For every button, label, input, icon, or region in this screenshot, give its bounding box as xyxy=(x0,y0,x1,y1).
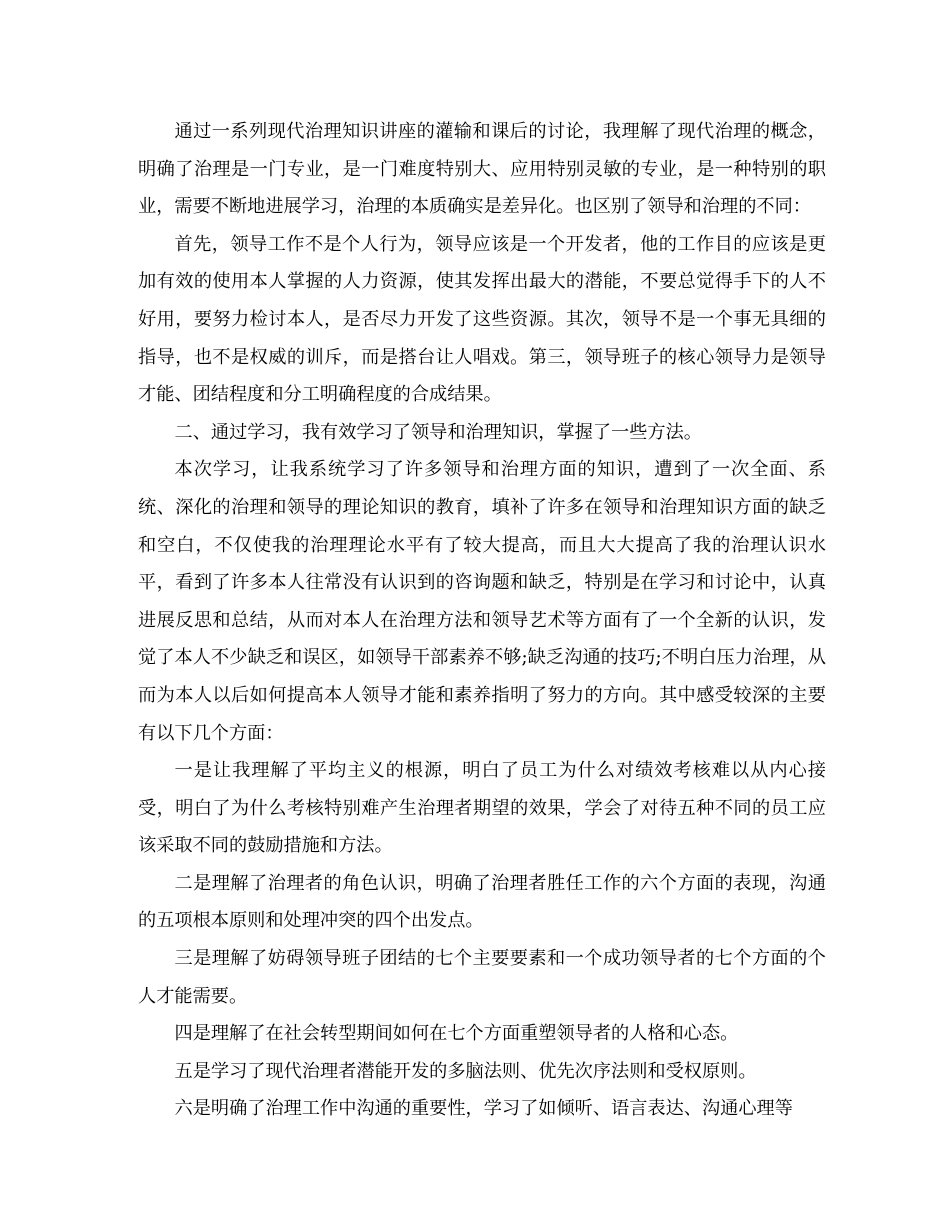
paragraph-item-one: 一是让我理解了平均主义的根源，明白了员工为什么对绩效考核难以从内心接受，明白了为什么考核特别难产生治理者期望的效果，学会了对待五种不同的员工应该采取不同的鼓励措施和方法。 xyxy=(138,760,826,857)
paragraph-item-four: 四是理解了在社会转型期间如何在七个方面重塑领导者的人格和心态。 xyxy=(174,1023,739,1045)
paragraph-item-three: 三是理解了妨碍领导班子团结的七个主要要素和一个成功领导者的七个方面的个人才能需要。 xyxy=(138,948,826,1007)
paragraph-section-two-heading: 二、通过学习，我有效学习了领导和治理知识，掌握了一些方法。 xyxy=(174,421,702,443)
paragraph-item-five: 五是学习了现代治理者潜能开发的多脑法则、优先次序法则和受权原则。 xyxy=(174,1060,757,1082)
paragraph-item-six: 六是明确了治理工作中沟通的重要性，学习了如倾听、语言表达、沟通心理等 xyxy=(174,1098,793,1120)
paragraph-study-summary: 本次学习，让我系统学习了许多领导和治理方面的知识，遭到了一次全面、系统、深化的治理和领导的理论知识的教育，填补了许多在领导和治理知识方面的缺乏和空白，不仅使我的治理理论水平有了较大提高，而且大大提高了我的治理认识水平，看到了许多本人往常没有认识到的咨询题和缺乏，特别是在学习和讨论中，认真进展反思和总结，从而对本人在治理方法和领导艺术等方面有了一个全新的认识，发觉了本人不少缺乏和误区，如领导干部素养不够;缺乏沟通的技巧;不明白压力治理，从而为本人以后如何提高本人领导才能和素养指明了努力的方向。其中感受较深的主要有以下几个方面： xyxy=(138,459,826,744)
paragraph-first-point: 首先，领导工作不是个人行为，领导应该是一个开发者，他的工作目的应该是更加有效的使用本人掌握的人力资源，使其发挥出最大的潜能，不要总觉得手下的人不好用，要努力检讨本人，是否尽力开发了这些资源。其次，领导不是一个事无具细的指导，也不是权威的训斥，而是搭台让人唱戏。第三，领导班子的核心领导力是领导才能、团结程度和分工明确程度的合成结果。 xyxy=(138,233,826,406)
paragraph-intro: 通过一系列现代治理知识讲座的灌输和课后的讨论，我理解了现代治理的概念，明确了治理是一门专业，是一门难度特别大、应用特别灵敏的专业，是一种特别的职业，需要不断地进展学习，治理的本质确实是差异化。也区别了领导和治理的不同： xyxy=(138,121,826,218)
paragraph-item-two: 二是理解了治理者的角色认识，明确了治理者胜任工作的六个方面的表现，沟通的五项根本原则和处理冲突的四个出发点。 xyxy=(138,872,826,932)
document-body xyxy=(138,113,826,1128)
